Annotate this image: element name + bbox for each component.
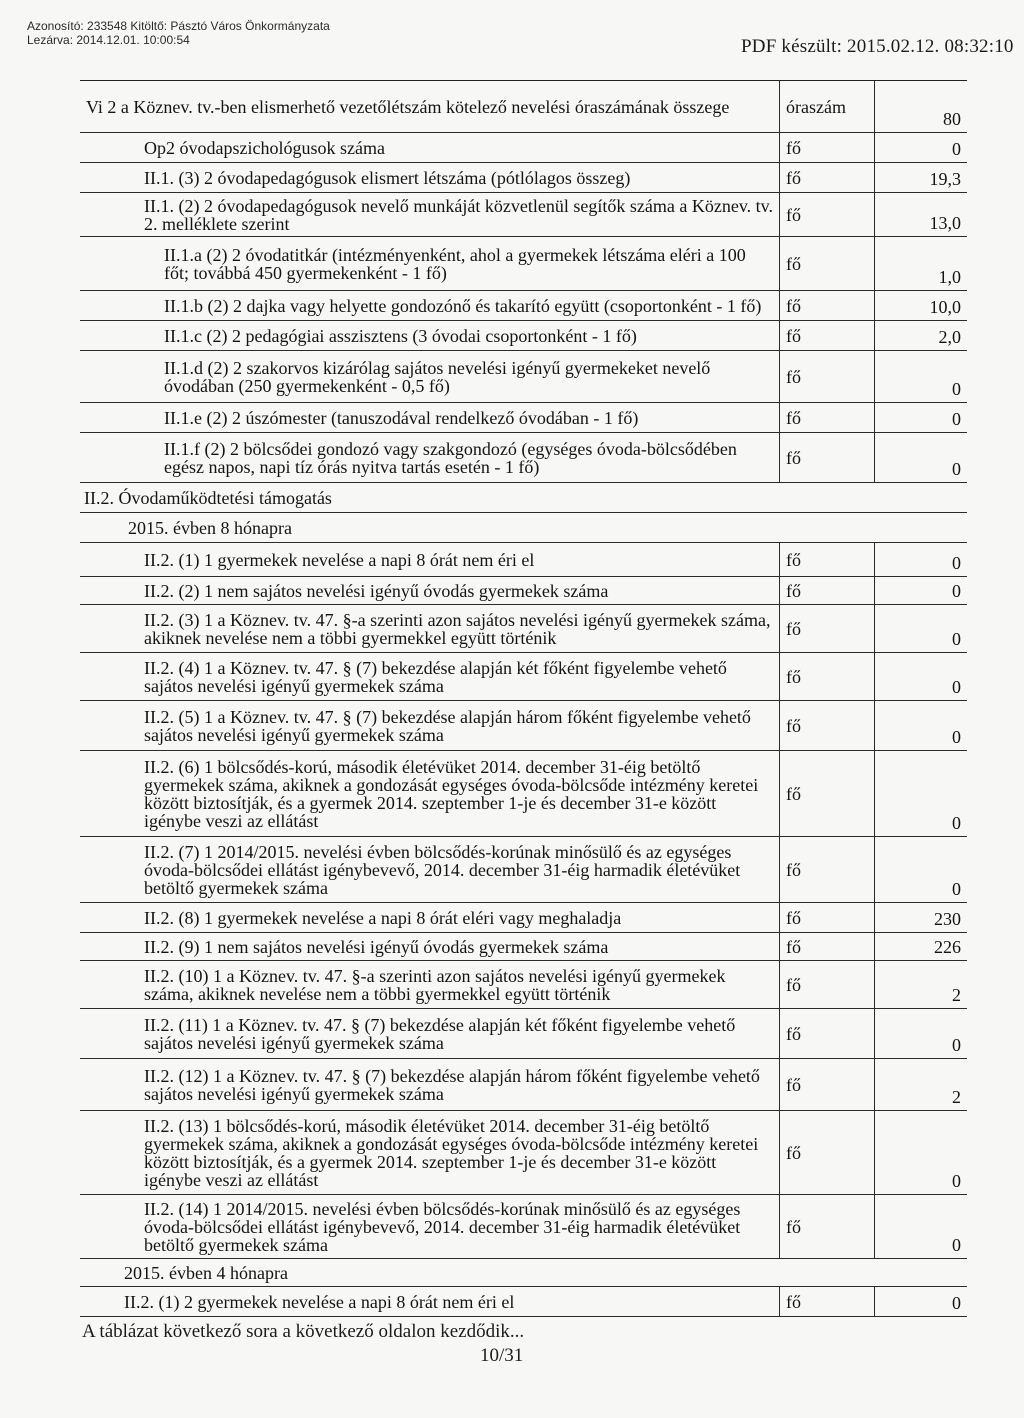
table-row bbox=[80, 1195, 967, 1259]
table-row bbox=[80, 321, 967, 351]
page-number: 10/31 bbox=[480, 1345, 524, 1366]
row-value: 0 bbox=[874, 1195, 967, 1258]
table-row bbox=[80, 605, 967, 653]
row-label: II.2. (10) 1 a Köznev. tv. 47. §-a szerinti azon sajátos nevelési igényű gyermekek száma, akiknek nevelése nem a többi gyermekkel együtt történik bbox=[144, 965, 726, 1004]
section-heading: II.2. Óvodaműködtetési támogatás bbox=[80, 483, 967, 513]
row-value: 10,0 bbox=[874, 291, 967, 320]
closed-date-line: Lezárva: 2014.12.01. 10:00:54 bbox=[27, 33, 190, 47]
table-row bbox=[80, 653, 967, 701]
row-unit: fő bbox=[779, 933, 874, 960]
row-label: II.2. (12) 1 a Köznev. tv. 47. § (7) bekezdése alapján három főként figyelembe vehető sajátos nevelési igényű gyermekek száma bbox=[144, 1065, 760, 1104]
row-unit: fő bbox=[779, 961, 874, 1008]
row-label: II.1.d (2) 2 szakorvos kizárólag sajátos nevelési igényű gyermekeket nevelő óvodában (250 gyermekenként - 0,5 fő) bbox=[164, 357, 711, 396]
row-unit: fő bbox=[779, 1111, 874, 1194]
table-row bbox=[80, 237, 967, 291]
row-value: 0 bbox=[874, 577, 967, 604]
row-value: 0 bbox=[874, 433, 967, 482]
row-unit: fő bbox=[779, 163, 874, 192]
table-row bbox=[80, 193, 967, 237]
row-unit: fő bbox=[779, 321, 874, 350]
row-label: II.2. (1) 2 gyermekek nevelése a napi 8 órát nem éri el bbox=[124, 1291, 515, 1312]
row-label: II.2. (11) 1 a Köznev. tv. 47. § (7) bekezdése alapján két főként figyelembe vehető sajátos nevelési igényű gyermekek száma bbox=[144, 1014, 736, 1053]
row-label: II.2. (1) 1 gyermekek nevelése a napi 8 órát nem éri el bbox=[144, 549, 535, 570]
row-value: 0 bbox=[874, 1111, 967, 1194]
section-heading: 2015. évben 4 hónapra bbox=[80, 1259, 967, 1287]
row-value: 1,0 bbox=[874, 237, 967, 290]
row-label: II.1. (2) 2 óvodapedagógusok nevelő munkáját közvetlenül segítők száma a Köznev. tv. 2. melléklete szerint bbox=[144, 195, 773, 234]
row-unit: fő bbox=[779, 653, 874, 700]
row-value: 0 bbox=[874, 1009, 967, 1058]
table-row bbox=[80, 837, 967, 903]
row-label: Op2 óvodapszichológusok száma bbox=[144, 137, 385, 158]
row-value: 0 bbox=[874, 837, 967, 902]
row-label: II.2. (7) 1 2014/2015. nevelési évben bölcsődés-korúnak minősülő és az egységes óvoda-bölcsődei ellátást igénybevevő, 2014. december 31-éig harmadik életévüket betöltő gyermekek száma bbox=[144, 841, 741, 898]
row-value: 2 bbox=[874, 961, 967, 1008]
row-value: 0 bbox=[874, 351, 967, 402]
table-row bbox=[80, 1009, 967, 1059]
table-row bbox=[80, 351, 967, 403]
row-label: II.1.f (2) 2 bölcsődei gondozó vagy szakgondozó (egységes óvoda-bölcsődében egész napos, napi tíz órás nyitva tartás esetén - 1 fő) bbox=[164, 438, 737, 477]
row-unit: fő bbox=[779, 577, 874, 604]
table-row bbox=[80, 903, 967, 933]
row-unit: fő bbox=[779, 1195, 874, 1258]
row-label: Vi 2 a Köznev. tv.-ben elismerhető vezetőlétszám kötelező nevelési óraszámának összege bbox=[86, 96, 730, 117]
table-row bbox=[80, 1111, 967, 1195]
row-label: II.1.c (2) 2 pedagógiai asszisztens (3 óvodai csoportonként - 1 fő) bbox=[164, 325, 637, 346]
pdf-created-timestamp: PDF készült: 2015.02.12. 08:32:10 bbox=[741, 36, 1014, 57]
row-label: II.2. (5) 1 a Köznev. tv. 47. § (7) bekezdése alapján három főként figyelembe vehető sajátos nevelési igényű gyermekek száma bbox=[144, 706, 751, 745]
row-label: II.2. (14) 1 2014/2015. nevelési évben bölcsődés-korúnak minősülő és az egységes óvoda-bölcsődei ellátást igénybevevő, 2014. december 31-éig harmadik életévüket betöltő gyermekek száma bbox=[144, 1198, 741, 1255]
data-table bbox=[80, 80, 967, 1317]
row-unit: fő bbox=[779, 1059, 874, 1110]
table-row bbox=[80, 933, 967, 961]
row-value: 230 bbox=[874, 903, 967, 932]
row-label: II.2. (3) 1 a Köznev. tv. 47. §-a szerinti azon sajátos nevelési igényű gyermekek száma, akiknek nevelése nem a többi gyermekkel együtt történik bbox=[144, 609, 771, 648]
row-unit: fő bbox=[779, 403, 874, 432]
table-row bbox=[80, 1059, 967, 1111]
row-unit: óraszám bbox=[779, 81, 874, 132]
row-unit: fő bbox=[779, 133, 874, 162]
row-label: II.1. (3) 2 óvodapedagógusok elismert létszáma (pótlólagos összeg) bbox=[144, 167, 631, 188]
table-row bbox=[80, 543, 967, 577]
table-row bbox=[80, 577, 967, 605]
row-unit: fő bbox=[779, 751, 874, 836]
row-label: II.2. (2) 1 nem sajátos nevelési igényű óvodás gyermekek száma bbox=[144, 580, 609, 601]
row-value: 2,0 bbox=[874, 321, 967, 350]
row-label: II.2. (4) 1 a Köznev. tv. 47. § (7) bekezdése alapján két főként figyelembe vehető sajátos nevelési igényű gyermekek száma bbox=[144, 657, 727, 696]
row-label: II.2. (13) 1 bölcsődés-korú, második életévüket 2014. december 31-éig betöltő gyermekek száma, akiknek a gondozását egységes óvoda-bölcsőde intézmény keretei között biztosítják, és a gyermek 2014. szeptember 1-je és december 31-e között igénybe veszi az ellátást bbox=[144, 1115, 759, 1190]
row-value: 0 bbox=[874, 403, 967, 432]
row-value: 0 bbox=[874, 701, 967, 750]
row-label: II.1.e (2) 2 úszómester (tanuszodával rendelkező óvodában - 1 fő) bbox=[164, 407, 639, 428]
row-value: 0 bbox=[874, 1287, 967, 1316]
row-value: 80 bbox=[874, 81, 967, 132]
row-unit: fő bbox=[779, 351, 874, 402]
continuation-note: A táblázat következő sora a következő oldalon kezdődik... bbox=[82, 1321, 525, 1342]
row-unit: fő bbox=[779, 237, 874, 290]
table-row bbox=[80, 133, 967, 163]
row-unit: fő bbox=[779, 433, 874, 482]
table-row bbox=[80, 1287, 967, 1317]
table-row bbox=[80, 701, 967, 751]
row-unit: fő bbox=[779, 837, 874, 902]
row-unit: fő bbox=[779, 1287, 874, 1316]
row-value: 19,3 bbox=[874, 163, 967, 192]
row-value: 226 bbox=[874, 933, 967, 960]
row-label: II.2. (9) 1 nem sajátos nevelési igényű óvodás gyermekek száma bbox=[144, 936, 609, 957]
row-value: 13,0 bbox=[874, 193, 967, 236]
row-unit: fő bbox=[779, 903, 874, 932]
row-unit: fő bbox=[779, 543, 874, 576]
table-row bbox=[80, 403, 967, 433]
table-row bbox=[80, 291, 967, 321]
row-unit: fő bbox=[779, 605, 874, 652]
table-row bbox=[80, 433, 967, 483]
row-value: 0 bbox=[874, 653, 967, 700]
row-unit: fő bbox=[779, 1009, 874, 1058]
row-unit: fő bbox=[779, 701, 874, 750]
row-unit: fő bbox=[779, 291, 874, 320]
row-label: II.2. (6) 1 bölcsődés-korú, második életévüket 2014. december 31-éig betöltő gyermekek száma, akiknek a gondozását egységes óvoda-bölcsőde intézmény keretei között biztosítják, és a gyermek 2014. szeptember 1-je és december 31-e között igénybe veszi az ellátást bbox=[144, 756, 759, 831]
table-row bbox=[80, 751, 967, 837]
row-value: 0 bbox=[874, 751, 967, 836]
row-value: 2 bbox=[874, 1059, 967, 1110]
row-label: II.1.b (2) 2 dajka vagy helyette gondozónő és takarító együtt (csoportonként - 1 fő) bbox=[164, 295, 762, 316]
row-label: II.1.a (2) 2 óvodatitkár (intézményenként, ahol a gyermekek létszáma eléri a 100 főt; továbbá 450 gyermekenként - 1 fő) bbox=[164, 244, 746, 283]
table-row bbox=[80, 961, 967, 1009]
table-row bbox=[80, 81, 967, 133]
row-value: 0 bbox=[874, 133, 967, 162]
row-unit: fő bbox=[779, 193, 874, 236]
row-value: 0 bbox=[874, 605, 967, 652]
identifier-line: Azonosító: 233548 Kitöltő: Pásztó Város Önkormányzata bbox=[27, 19, 330, 33]
document-id-header bbox=[27, 19, 330, 47]
section-heading: 2015. évben 8 hónapra bbox=[80, 513, 967, 543]
row-value: 0 bbox=[874, 543, 967, 576]
table-row bbox=[80, 163, 967, 193]
row-label: II.2. (8) 1 gyermekek nevelése a napi 8 órát eléri vagy meghaladja bbox=[144, 907, 622, 928]
